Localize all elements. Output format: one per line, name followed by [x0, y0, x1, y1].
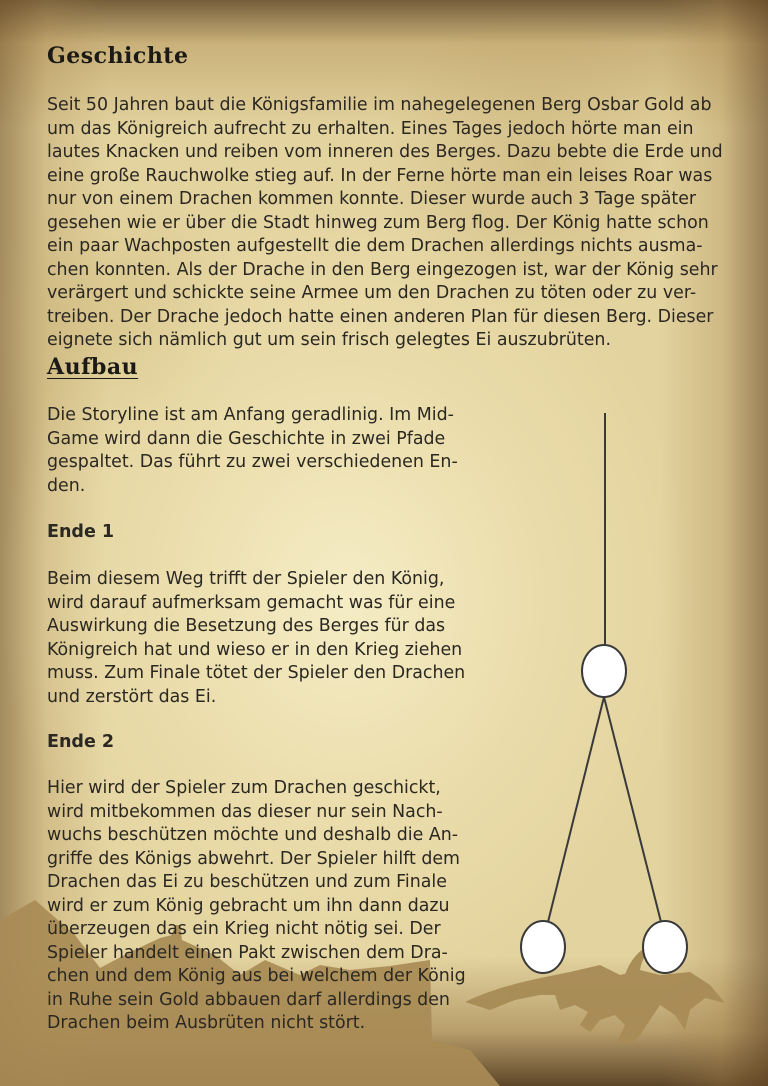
- text-line: wird darauf aufmerksam gemacht was für eine: [47, 592, 456, 613]
- ende-2-subheading: Ende 2: [47, 732, 115, 752]
- text-line: verärgert und schickte seine Armee um den Drachen zu töten oder zu ver-: [47, 283, 697, 303]
- ende-1-subheading: Ende 1: [47, 522, 115, 542]
- text-line: Hier wird der Spieler zum Drachen geschickt,: [47, 778, 441, 798]
- text-line: um das Königreich aufrecht zu erhalten. Eines Tages jedoch hörte man ein: [47, 118, 694, 139]
- text-line: chen und dem König aus bei welchem der König: [47, 966, 466, 986]
- text-line: Auswirkung die Besetzung des Berges für das: [47, 616, 446, 636]
- ending-2-node: [643, 921, 687, 973]
- text-line: gespaltet. Das führt zu zwei verschiedenen En-: [47, 452, 458, 472]
- text-line: Drachen beim Ausbrüten nicht stört.: [47, 1013, 366, 1033]
- text-line: eine große Rauchwolke stieg auf. In der Ferne hörte man ein leises Roar was: [47, 165, 713, 186]
- geschichte-heading: Geschichte: [47, 43, 189, 69]
- text-line: eignete sich nämlich gut um sein frisch gelegtes Ei auszubrüten.: [47, 330, 611, 350]
- branch-right-line: [604, 697, 661, 922]
- text-line: wird er zum König gebracht um ihn dann dazu: [47, 895, 450, 916]
- text-line: überzeugen das ein Krieg nicht nötig sei. Der: [47, 919, 441, 939]
- text-line: und zerstört das Ei.: [47, 686, 217, 707]
- text-line: gesehen wie er über die Stadt hinweg zum Berg flog. Der König hatte schon: [47, 212, 709, 233]
- text-line: muss. Zum Finale tötet der Spieler den Drachen: [47, 663, 466, 683]
- aufbau-heading: Aufbau: [47, 354, 139, 380]
- text-line: treiben. Der Drache jedoch hatte einen anderen Plan für diesen Berg. Dieser: [47, 306, 714, 327]
- text-line: nur von einem Drachen kommen konnte. Dieser wurde auch 3 Tage später: [47, 189, 697, 209]
- text-line: Drachen das Ei zu beschützen und zum Finale: [47, 872, 447, 892]
- text-line: Königreich hat und wieso er in den Krieg ziehen: [47, 639, 463, 660]
- text-line: den.: [47, 475, 86, 496]
- text-line: in Ruhe sein Gold abbauen darf allerdings den: [47, 989, 450, 1010]
- text-line: ein paar Wachposten aufgestellt die dem Drachen allerdings nichts ausma-: [47, 236, 703, 256]
- ending-1-node: [521, 921, 565, 973]
- text-line: Die Storyline ist am Anfang geradlinig. Im Mid-: [47, 405, 454, 425]
- text-line: Beim diesem Weg trifft der Spieler den König,: [47, 569, 445, 589]
- split-node: [582, 645, 626, 697]
- text-line: Spieler handelt einen Pakt zwischen dem Dra-: [47, 942, 448, 963]
- branch-left-line: [548, 697, 604, 922]
- text-line: chen konnten. Als der Drache in den Berg eingezogen ist, war der König sehr: [47, 259, 718, 280]
- text-line: Seit 50 Jahren baut die Königsfamilie im nahegelegenen Berg Osbar Gold ab: [47, 95, 712, 115]
- text-line: wird mitbekommen das dieser nur sein Nach-: [47, 801, 443, 822]
- text-line: lautes Knacken und reiben vom inneren des Berges. Dazu bebte die Erde und: [47, 142, 723, 162]
- text-line: wuchs beschützen möchte und deshalb die An-: [47, 825, 459, 845]
- text-line: Game wird dann die Geschichte in zwei Pfade: [47, 428, 446, 449]
- text-line: griffe des Königs abwehrt. Der Spieler hilft dem: [47, 848, 460, 869]
